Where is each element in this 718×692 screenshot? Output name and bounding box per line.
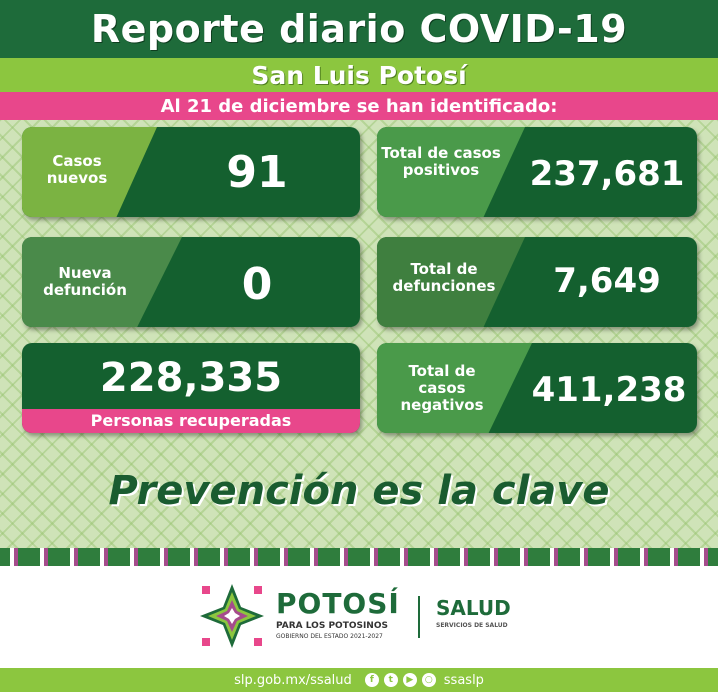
- date-banner: [0, 92, 718, 120]
- twitter-icon[interactable]: t: [384, 673, 398, 687]
- potosi-name: POTOSÍ: [276, 587, 400, 620]
- card-label: Casos nuevos: [46, 152, 108, 187]
- slogan: Prevención es la clave: [108, 468, 610, 514]
- state-name: San Luis Potosí: [251, 60, 467, 90]
- state-banner: [0, 58, 718, 92]
- card-label: Total de defunciones: [392, 260, 496, 295]
- footer: [0, 668, 718, 692]
- header-banner: [0, 0, 718, 58]
- potosi-gov: GOBIERNO DEL ESTADO 2021-2027: [276, 633, 383, 640]
- card-value: 0: [241, 259, 273, 310]
- report-title: Reporte diario COVID-19: [90, 7, 628, 51]
- card-total-positivos: [377, 127, 697, 217]
- card-label: Personas recuperadas: [22, 409, 360, 433]
- logo-divider: [418, 596, 420, 638]
- facebook-icon[interactable]: f: [365, 673, 379, 687]
- card-value: 7,649: [553, 261, 661, 301]
- card-label: Nueva defunción: [43, 264, 127, 299]
- pattern-strip: [0, 548, 718, 566]
- instagram-icon[interactable]: ○: [422, 673, 436, 687]
- potosi-emblem-icon: [198, 582, 266, 650]
- card-recuperadas: [22, 343, 360, 433]
- card-value: 411,238: [531, 370, 687, 410]
- card-value: 228,335: [99, 355, 283, 401]
- salud-sub: SERVICIOS DE SALUD: [436, 622, 508, 629]
- salud-name: SALUD: [436, 596, 511, 620]
- footer-handle[interactable]: ssaslp: [443, 672, 484, 688]
- card-value: 91: [226, 147, 288, 198]
- salud-brand: [436, 598, 511, 629]
- potosi-tagline: PARA LOS POTOSINOS: [276, 621, 388, 631]
- card-value: 237,681: [529, 154, 685, 194]
- card-casos-nuevos: [22, 127, 360, 217]
- card-label: Total de casos negativos: [400, 362, 484, 414]
- card-total-negativos: [377, 343, 697, 433]
- date-text: Al 21 de diciembre se han identificado:: [160, 95, 558, 117]
- card-total-defunciones: [377, 237, 697, 327]
- footer-url[interactable]: slp.gob.mx/ssalud: [234, 672, 352, 688]
- youtube-icon[interactable]: ▶: [403, 673, 417, 687]
- logo-area: [0, 566, 718, 666]
- potosi-brand: [276, 587, 400, 640]
- card-nueva-defuncion: [22, 237, 360, 327]
- card-label: Total de casos positivos: [381, 144, 501, 179]
